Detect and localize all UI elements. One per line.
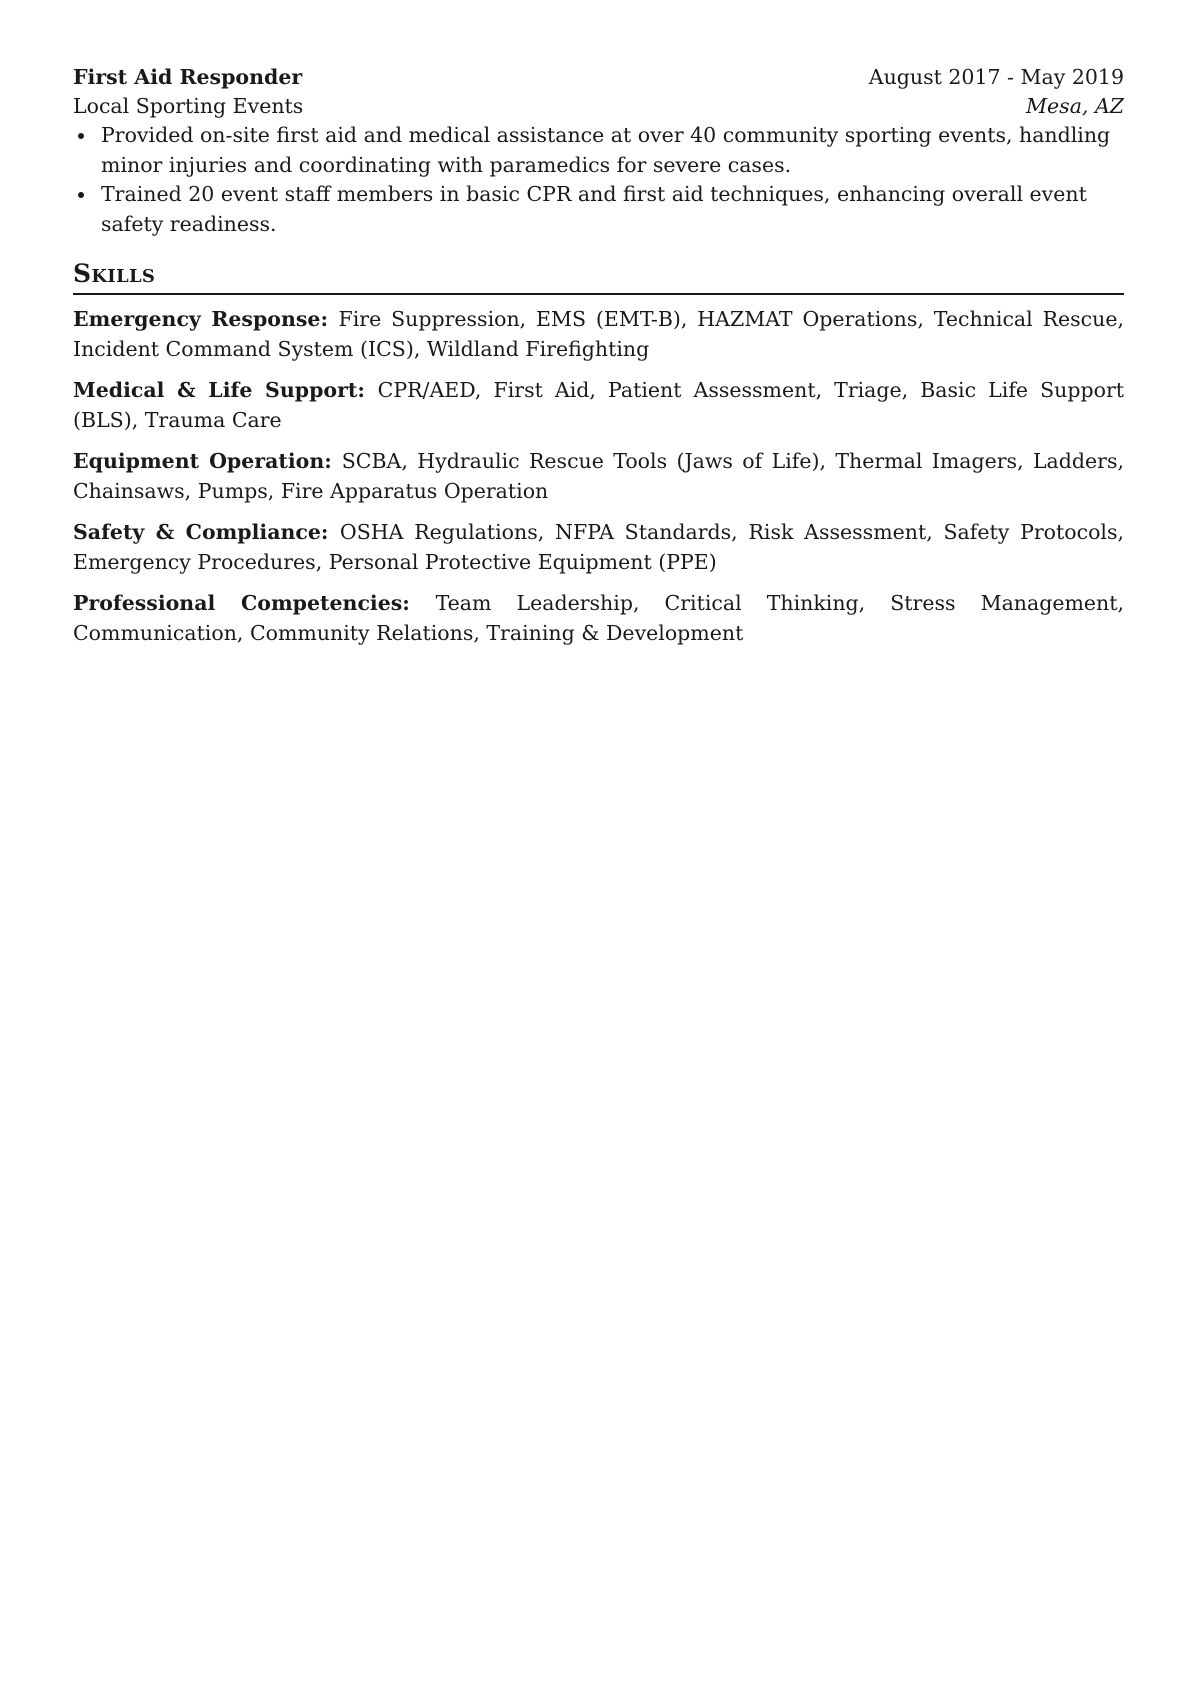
experience-bullets: [73, 121, 1124, 239]
skill-category-value: OSHA Regulations, NFPA Standards, Risk Assessment, Safety Protocols, Emergency Procedures, Personal Protective Equipment (PPE): [73, 520, 1125, 574]
skill-category-label: Medical & Life Support:: [73, 378, 378, 402]
skill-category-label: Professional Competencies:: [73, 591, 436, 615]
skill-category: [73, 518, 1124, 577]
experience-entry: [73, 62, 1124, 239]
skill-category-label: Safety & Compliance:: [73, 520, 340, 544]
resume-page: [73, 62, 1124, 660]
organization-row: [73, 92, 1124, 121]
bullet-item: [73, 121, 1124, 180]
skill-category-value: Team Leadership, Critical Thinking, Stress Management, Communication, Community Relations, Training & Development: [73, 591, 1124, 645]
skill-category: [73, 589, 1124, 648]
skill-category-label: Equipment Operation:: [73, 449, 342, 473]
role-row: [73, 62, 1124, 92]
skill-category-label: Emergency Response:: [73, 307, 339, 331]
skills-list: [73, 305, 1124, 648]
skills-section-heading: Skills: [73, 259, 1124, 295]
bullet-text: Trained 20 event staff members in basic CPR and first aid techniques, enhancing overall event safety readiness.: [101, 182, 1087, 236]
bullet-text: Provided on-site first aid and medical assistance at over 40 community sporting events, handling minor injuries and coordinating with paramedics for severe cases.: [101, 123, 1111, 177]
bullet-icon: [78, 133, 84, 139]
skill-category: [73, 305, 1124, 364]
bullet-icon: [78, 192, 84, 198]
organization-name: Local Sporting Events: [73, 94, 304, 118]
skill-category-value: SCBA, Hydraulic Rescue Tools (Jaws of Life), Thermal Imagers, Ladders, Chainsaws, Pumps, Fire Apparatus Operation: [73, 449, 1124, 503]
job-dates: August 2017 - May 2019: [868, 65, 1124, 89]
skill-category: [73, 447, 1124, 506]
skill-category: [73, 376, 1124, 435]
skill-category-value: CPR/AED, First Aid, Patient Assessment, Triage, Basic Life Support (BLS), Trauma Care: [73, 378, 1124, 432]
skill-category-value: Fire Suppression, EMS (EMT-B), HAZMAT Operations, Technical Rescue, Incident Command System (ICS), Wildland Firefighting: [73, 307, 1124, 361]
bullet-item: [73, 180, 1124, 239]
job-title: First Aid Responder: [73, 65, 303, 89]
job-location: Mesa, AZ: [1026, 94, 1124, 118]
